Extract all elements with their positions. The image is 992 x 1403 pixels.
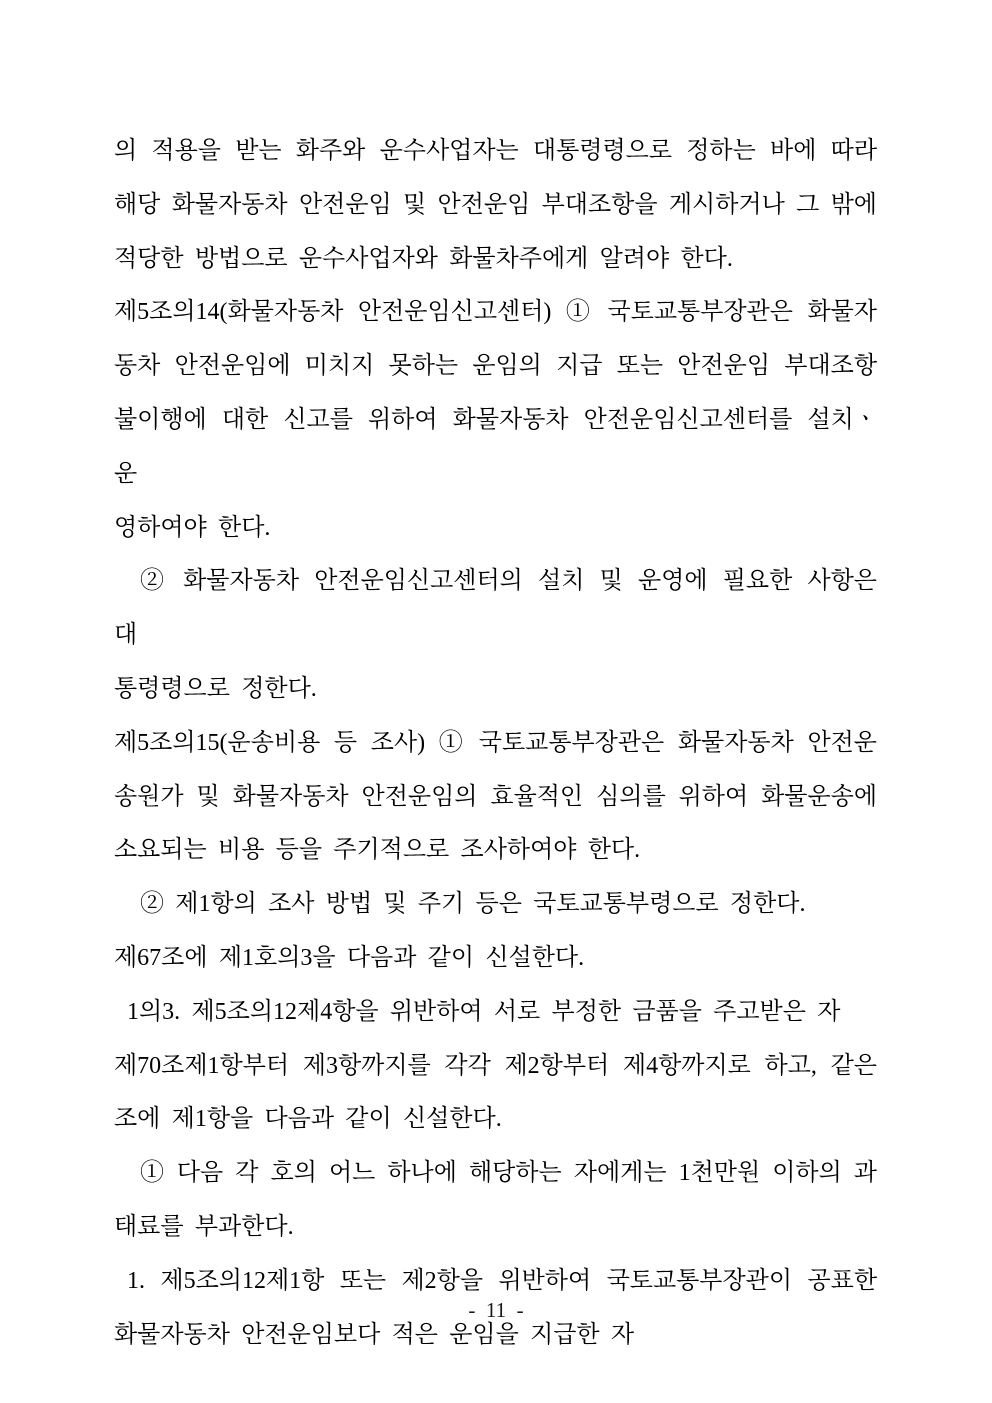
text-line: 제5조의14(화물자동차 안전운임신고센터) ① 국토교통부장관은 화물자 [114, 299, 877, 326]
text-line: 조에 제1항을 다음과 같이 신설한다. [114, 1106, 502, 1133]
text-line: 통령령으로 정한다. [114, 675, 317, 702]
text-line: 송원가 및 화물자동차 안전운임의 효율적인 심의를 위하여 화물운송에 [114, 783, 877, 810]
text-line: ① 다음 각 호의 어느 하나에 해당하는 자에게는 1천만원 이하의 과 [140, 1160, 877, 1187]
text-line: 1. 제5조의12제1항 또는 제2항을 위반하여 국토교통부장관이 공표한 [127, 1267, 877, 1294]
text-line: 제67조에 제1호의3을 다음과 같이 신설한다. [114, 944, 585, 971]
text-line: 제70조제1항부터 제3항까지를 각각 제2항부터 제4항까지로 하고, 같은 [114, 1052, 877, 1079]
page-number: - 11 - [468, 1298, 524, 1322]
text-line: 1의3. 제5조의12제4항을 위반하여 서로 부정한 금품을 주고받은 자 [127, 998, 841, 1025]
text-line: 화물자동차 안전운임보다 적은 운임을 지급한 자 [114, 1321, 635, 1348]
text-line: 영하여야 한다. [114, 514, 271, 541]
text-line: ② 화물자동차 안전운임신고센터의 설치 및 운영에 필요한 사항은 대 [114, 568, 877, 649]
text-line: ② 제1항의 조사 방법 및 주기 등은 국토교통부령으로 정한다. [140, 891, 806, 918]
document-text-column [114, 125, 877, 1362]
text-line: 동차 안전운임에 미치지 못하는 운임의 지급 또는 안전운임 부대조항 [114, 353, 877, 380]
text-line: 불이행에 대한 신고를 위하여 화물자동차 안전운임신고센터를 설치ㆍ운 [114, 406, 877, 487]
text-line: 태료를 부과한다. [114, 1213, 294, 1240]
text-line: 소요되는 비용 등을 주기적으로 조사하여야 한다. [114, 837, 641, 864]
text-line: 의 적용을 받는 화주와 운수사업자는 대통령령으로 정하는 바에 따라 [114, 138, 877, 164]
text-line: 해당 화물자동차 안전운임 및 안전운임 부대조항을 게시하거나 그 밖에 [114, 191, 877, 218]
text-line: 제5조의15(운송비용 등 조사) ① 국토교통부장관은 화물자동차 안전운 [114, 729, 877, 756]
text-line: 적당한 방법으로 운수사업자와 화물차주에게 알려야 한다. [114, 245, 733, 272]
